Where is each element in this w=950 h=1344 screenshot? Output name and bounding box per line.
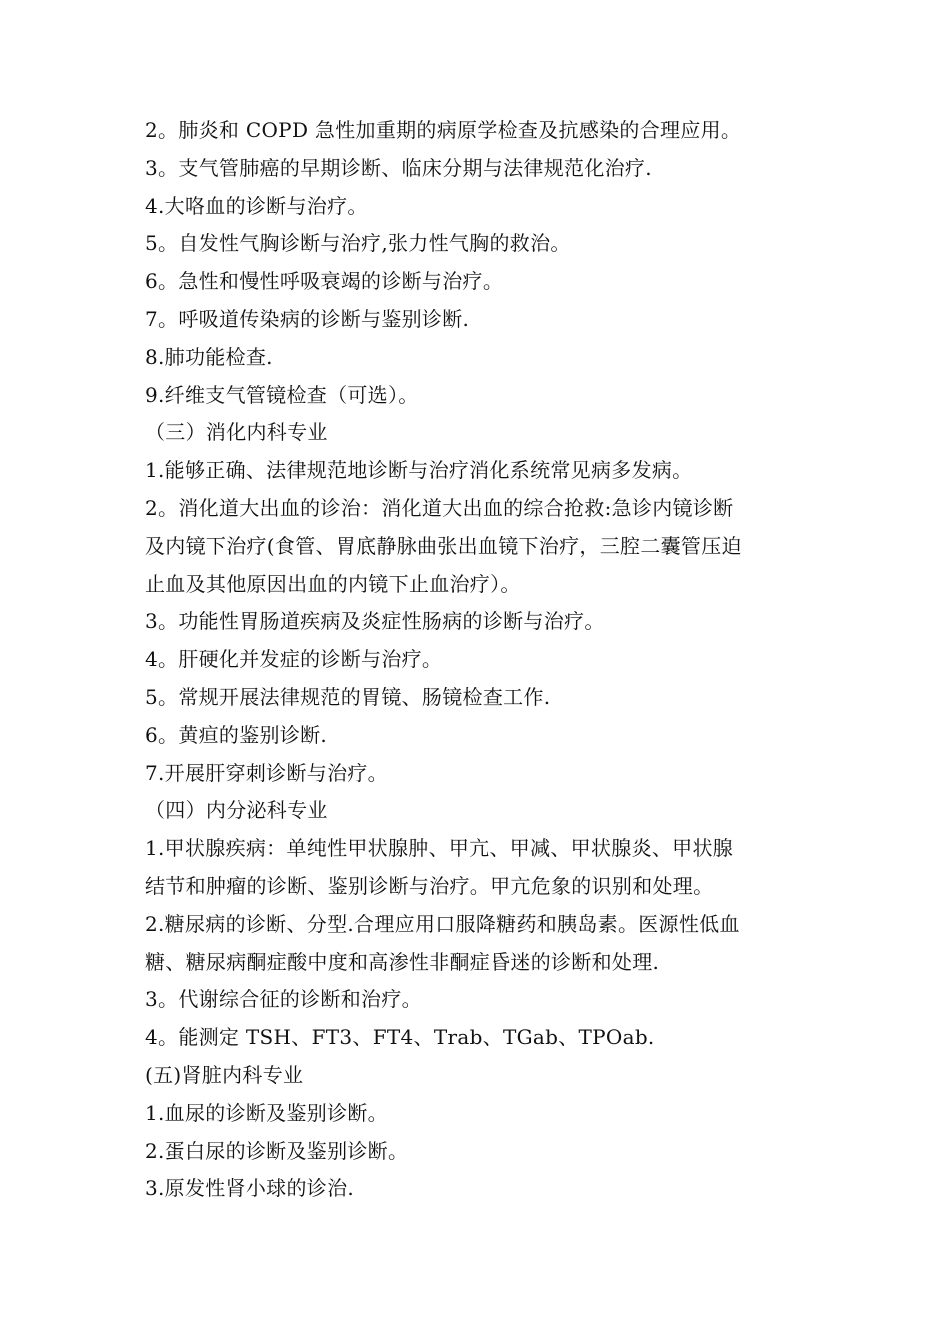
text-line: 2。消化道大出血的诊治：消化道大出血的综合抢救:急诊内镜诊断: [145, 495, 734, 520]
section-heading: （四）内分泌科专业: [145, 798, 328, 823]
text-line: 止血及其他原因出血的内镜下止血治疗）。: [145, 571, 521, 596]
text-line: 5。自发性气胸诊断与治疗,张力性气胸的救治。: [145, 231, 571, 256]
text-line: 1.血尿的诊断及鉴别诊断。: [145, 1100, 388, 1125]
text-line: 糖、糖尿病酮症酸中度和高渗性非酮症昏迷的诊断和处理.: [145, 949, 660, 974]
text-line: 4。肝硬化并发症的诊断与治疗。: [145, 647, 443, 672]
text-line: 2.糖尿病的诊断、分型.合理应用口服降糖药和胰岛素。医源性低血: [145, 911, 740, 936]
section-heading: (五)肾脏内科专业: [145, 1062, 304, 1087]
document-body: [145, 112, 813, 1208]
text-line: 6。黄疸的鉴别诊断.: [145, 722, 328, 747]
text-line: 6。急性和慢性呼吸衰竭的诊断与治疗。: [145, 269, 504, 294]
text-line: 1.能够正确、法律规范地诊断与治疗消化系统常见病多发病。: [145, 458, 693, 483]
text-line: 4。能测定 TSH、FT3、FT4、Trab、TGab、TPOab.: [145, 1025, 655, 1050]
text-line: 1.甲状腺疾病：单纯性甲状腺肿、甲亢、甲减、甲状腺炎、甲状腺: [145, 836, 734, 861]
section-heading: （三）消化内科专业: [145, 420, 328, 445]
text-line: 7。呼吸道传染病的诊断与鉴别诊断.: [145, 306, 470, 331]
text-line: 4.大咯血的诊断与治疗。: [145, 193, 368, 218]
text-line: 及内镜下治疗(食管、胃底静脉曲张出血镜下治疗，三腔二囊管压迫: [145, 533, 742, 558]
text-line: 8.肺功能检查.: [145, 344, 273, 369]
text-line: 9.纤维支气管镜检查（可选）。: [145, 382, 419, 407]
text-line: 3。功能性胃肠道疾病及炎症性肠病的诊断与治疗。: [145, 609, 605, 634]
text-line: 3.原发性肾小球的诊治.: [145, 1176, 355, 1201]
text-line: 5。常规开展法律规范的胃镜、肠镜检查工作.: [145, 684, 551, 709]
text-line: 3。代谢综合征的诊断和治疗。: [145, 987, 422, 1012]
text-line: 2.蛋白尿的诊断及鉴别诊断。: [145, 1138, 409, 1163]
text-line: 2。肺炎和 COPD 急性加重期的病原学检查及抗感染的合理应用。: [145, 118, 742, 142]
text-line: 3。支气管肺癌的早期诊断、临床分期与法律规范化治疗.: [145, 155, 652, 180]
text-line: 结节和肿瘤的诊断、鉴别诊断与治疗。甲亢危象的识别和处理。: [145, 873, 714, 898]
text-line: 7.开展肝穿刺诊断与治疗。: [145, 760, 388, 785]
